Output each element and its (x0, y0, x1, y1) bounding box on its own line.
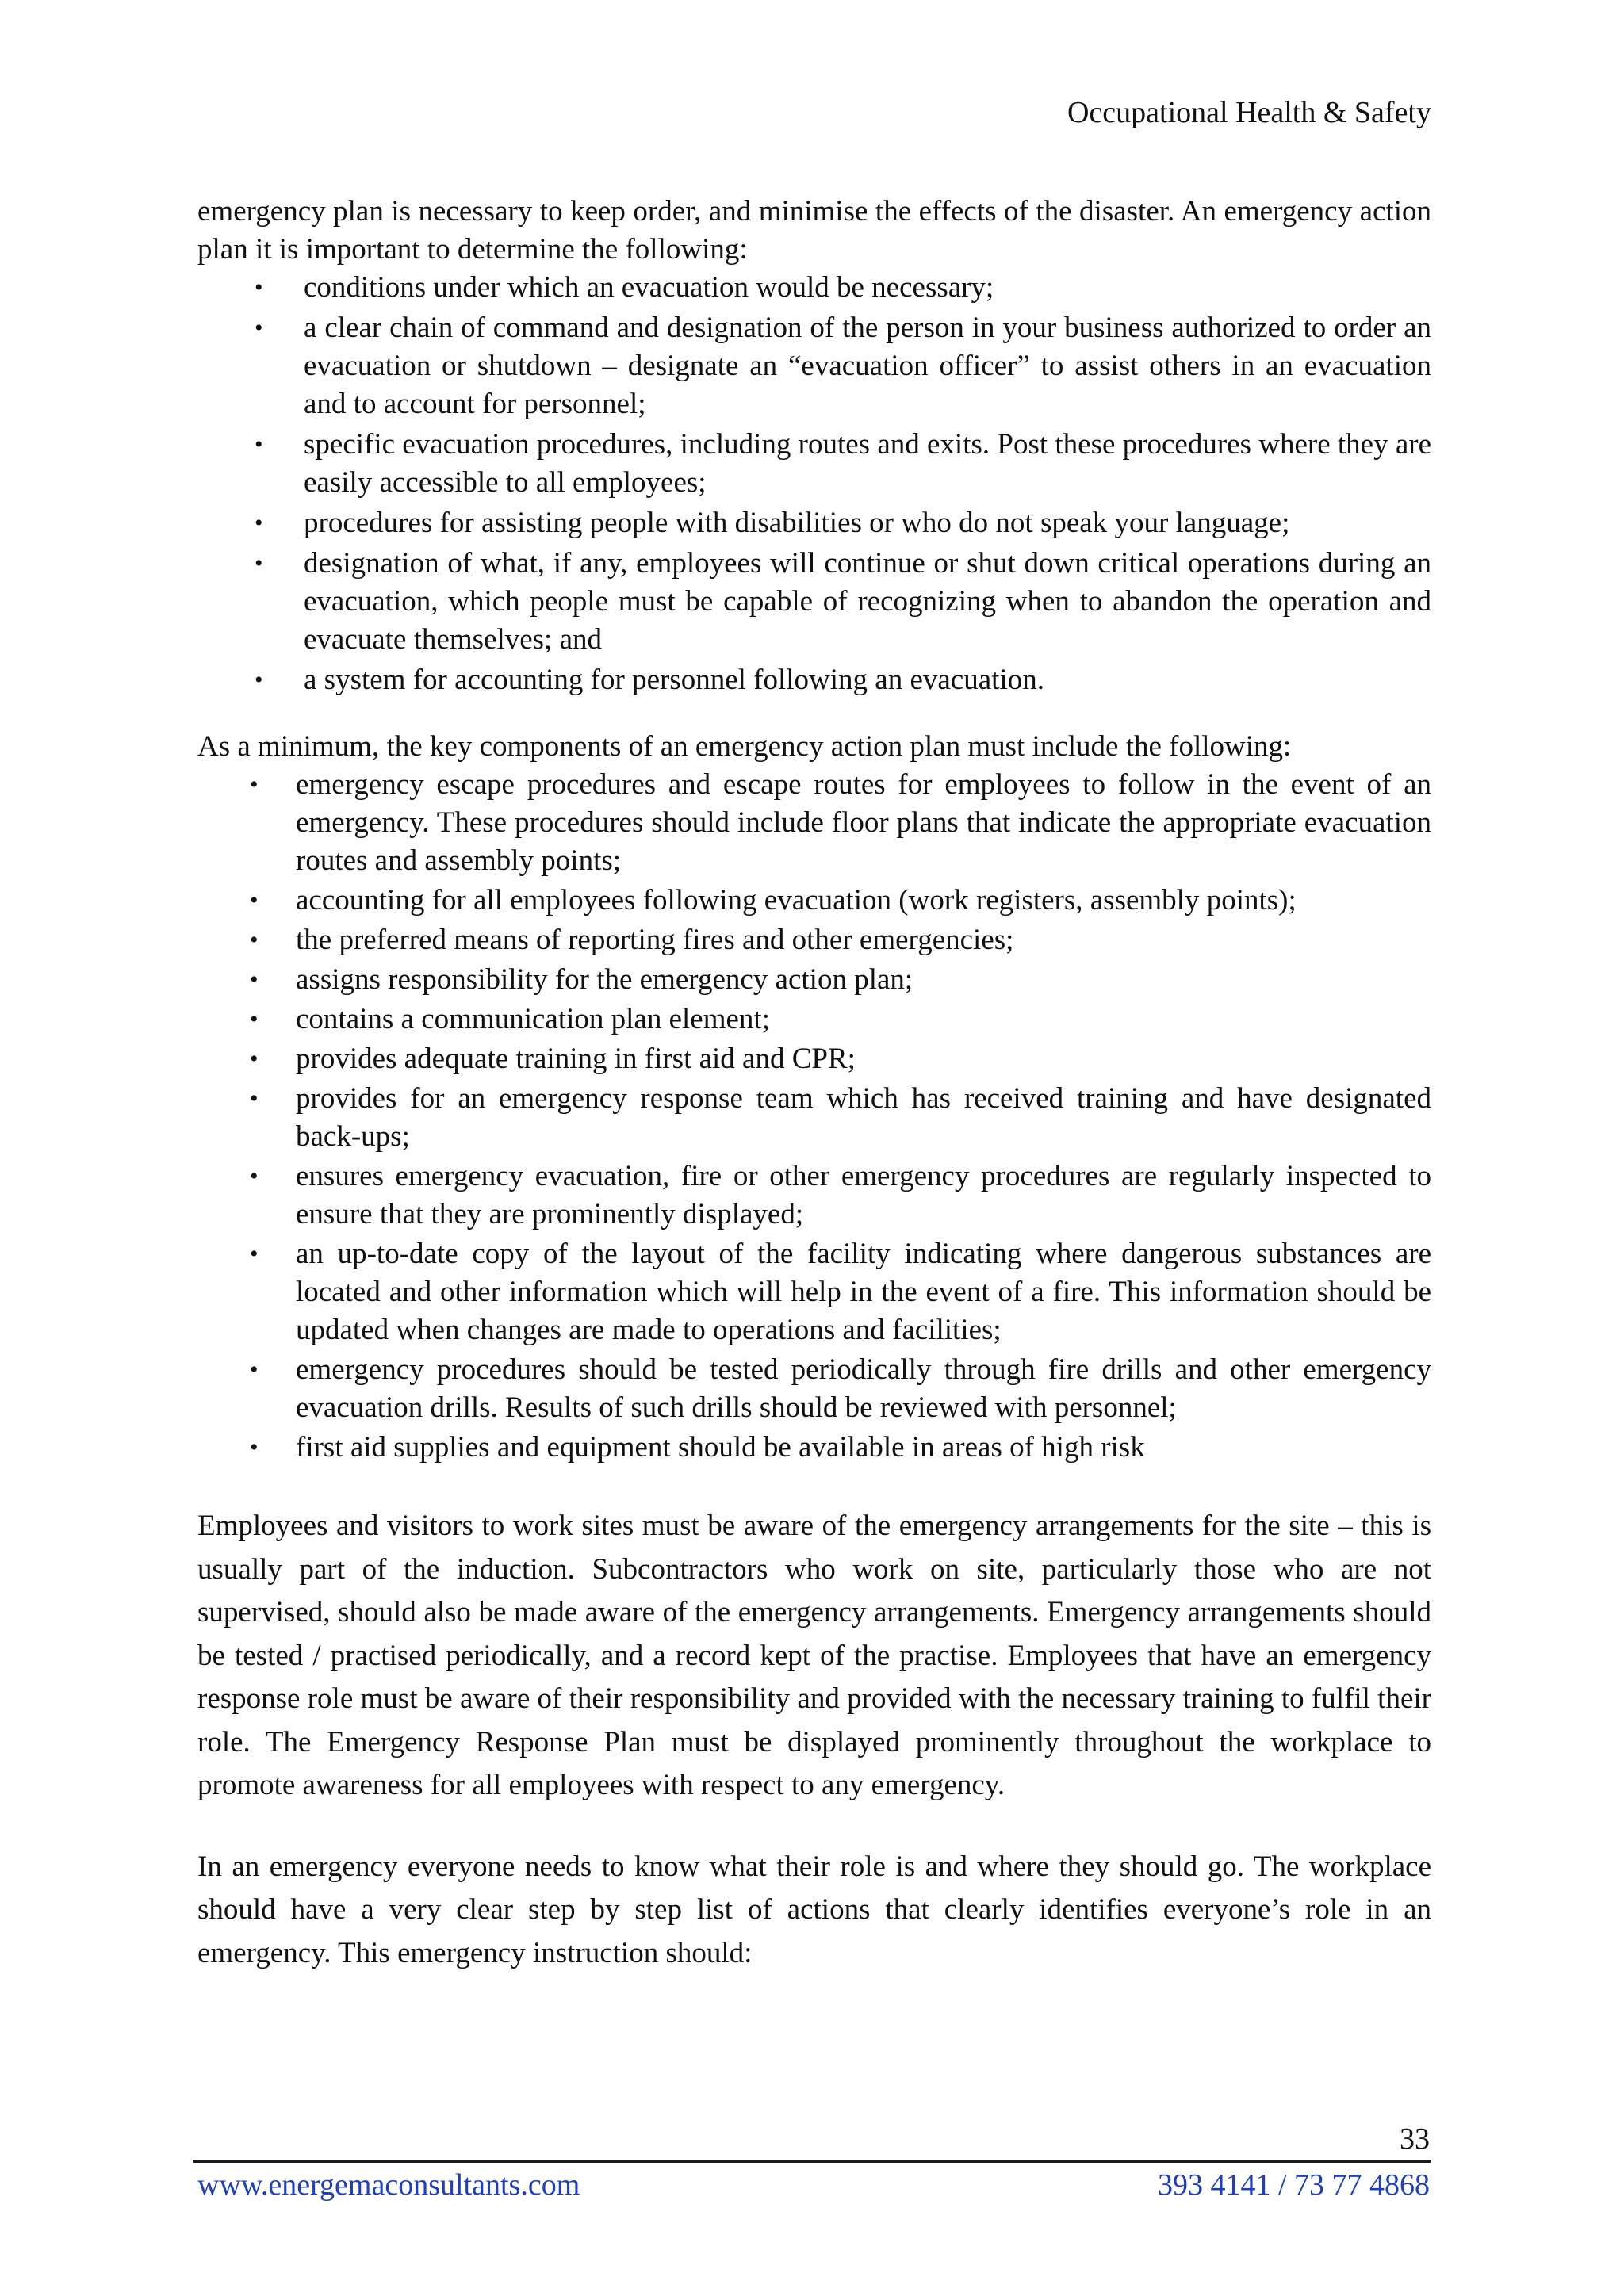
bullet-icon: • (250, 1085, 259, 1112)
list-item (250, 882, 1431, 920)
bullet-icon: • (255, 315, 263, 341)
list-item (255, 309, 1431, 423)
bullet-icon: • (250, 966, 259, 993)
list-item-text: an up-to-date copy of the layout of the facility indicating where dangerous substances are located and other information which will help in the event of a fire. This information should be updated when changes are made to operations and facilities; (296, 1238, 1431, 1346)
list-item (250, 1158, 1431, 1234)
list-item-text: emergency procedures should be tested periodically through fire drills and other emergency evacuation drills. Results of such drills should be reviewed with personnel; (296, 1353, 1431, 1424)
list-item (255, 504, 1431, 542)
list-item-text: first aid supplies and equipment should be available in areas of high risk (296, 1431, 1145, 1464)
list-item (255, 661, 1431, 699)
list-item-text: the preferred means of reporting fires and other emergencies; (296, 924, 1014, 956)
evacuation-plan-list (255, 269, 1431, 699)
intro-paragraph: emergency plan is necessary to keep order, and minimise the effects of the disaster. An emergency action plan it is important to determine the following: (197, 195, 1431, 266)
bullet-icon: • (250, 771, 259, 798)
footer-divider (193, 2160, 1431, 2163)
list-item (250, 1001, 1431, 1039)
list-item-text: designation of what, if any, employees will continue or shut down critical operations during an evacuation, which people must be capable of recognizing when to abandon the operation and evacuate themselves; and (304, 547, 1431, 656)
bullet-icon: • (250, 927, 259, 953)
bullet-icon: • (255, 667, 263, 693)
list-item-text: provides adequate training in first aid and CPR; (296, 1043, 856, 1075)
bullet-icon: • (250, 1163, 259, 1189)
list-item (250, 1080, 1431, 1156)
page-number: 33 (1400, 2122, 1430, 2156)
list-item (250, 1040, 1431, 1078)
bullet-icon: • (255, 550, 263, 576)
bullet-icon: • (250, 1434, 259, 1460)
roles-paragraph: In an emergency everyone needs to know what their role is and where they should go. The workplace should have a very clear step by step list of actions that clearly identifies everyone’s role in an emergency. This emergency instruction should: (197, 1850, 1431, 1969)
list-item-text: a clear chain of command and designation of the person in your business authorized to order an evacuation or shutdown – designate an “evacuation officer” to assist others in an evacuation and to account for personnel; (304, 312, 1431, 420)
bullet-icon: • (250, 1241, 259, 1267)
list-item (250, 1429, 1431, 1467)
list-item (255, 545, 1431, 659)
list-item-text: emergency escape procedures and escape routes for employees to follow in the event of an emergency. These procedures should include floor plans that indicate the appropriate evacuation routes and assembly points; (296, 768, 1431, 877)
list-item-text: ensures emergency evacuation, fire or other emergency procedures are regularly inspected to ensure that they are prominently displayed; (296, 1160, 1431, 1230)
footer-phone: 393 4141 / 73 77 4868 (1157, 2168, 1430, 2202)
bullet-icon: • (250, 1357, 259, 1383)
list-item-text: contains a communication plan element; (296, 1003, 770, 1035)
key-components-list (250, 766, 1431, 1467)
list-item-text: specific evacuation procedures, including routes and exits. Post these procedures where they are easily accessible to all employees; (304, 428, 1431, 499)
list-item-text: assigns responsibility for the emergency action plan; (296, 963, 914, 996)
footer-website-link[interactable]: www.energemaconsultants.com (197, 2168, 580, 2202)
list-item-text: conditions under which an evacuation would be necessary; (304, 271, 994, 304)
list-item-text: provides for an emergency response team which has received training and have designated back-ups; (296, 1082, 1431, 1153)
list-item (250, 921, 1431, 959)
bullet-icon: • (250, 1006, 259, 1032)
list-item (250, 1235, 1431, 1349)
list-item-text: procedures for assisting people with disabilities or who do not speak your language; (304, 507, 1290, 539)
list-item (255, 269, 1431, 307)
bullet-icon: • (255, 274, 263, 300)
list-item (250, 766, 1431, 880)
arrangements-paragraph: Employees and visitors to work sites must be aware of the emergency arrangements for the site – this is usually part of the induction. Subcontractors who work on site, particularly those who are not supervised, should also be made aware of the emergency arrangements. Emergency arrangements should be tested / practised periodically, and a record kept of the practise. Employees that have an emergency response role must be aware of their responsibility and provided with the necessary training to fulfil their role. The Emergency Response Plan must be displayed prominently throughout the workplace to promote awareness for all employees with respect to any emergency. (197, 1510, 1431, 1801)
list-item (255, 426, 1431, 502)
bullet-icon: • (255, 431, 263, 457)
key-components-paragraph: As a minimum, the key components of an emergency action plan must include the following: (197, 730, 1292, 763)
bullet-icon: • (250, 887, 259, 913)
list-item (250, 961, 1431, 999)
bullet-icon: • (255, 510, 263, 536)
document-body (197, 193, 1431, 1975)
page-header-title: Occupational Health & Safety (1067, 96, 1431, 129)
list-item (250, 1351, 1431, 1427)
list-item-text: a system for accounting for personnel following an evacuation. (304, 664, 1044, 696)
bullet-icon: • (250, 1046, 259, 1072)
list-item-text: accounting for all employees following evacuation (work registers, assembly points); (296, 884, 1297, 916)
